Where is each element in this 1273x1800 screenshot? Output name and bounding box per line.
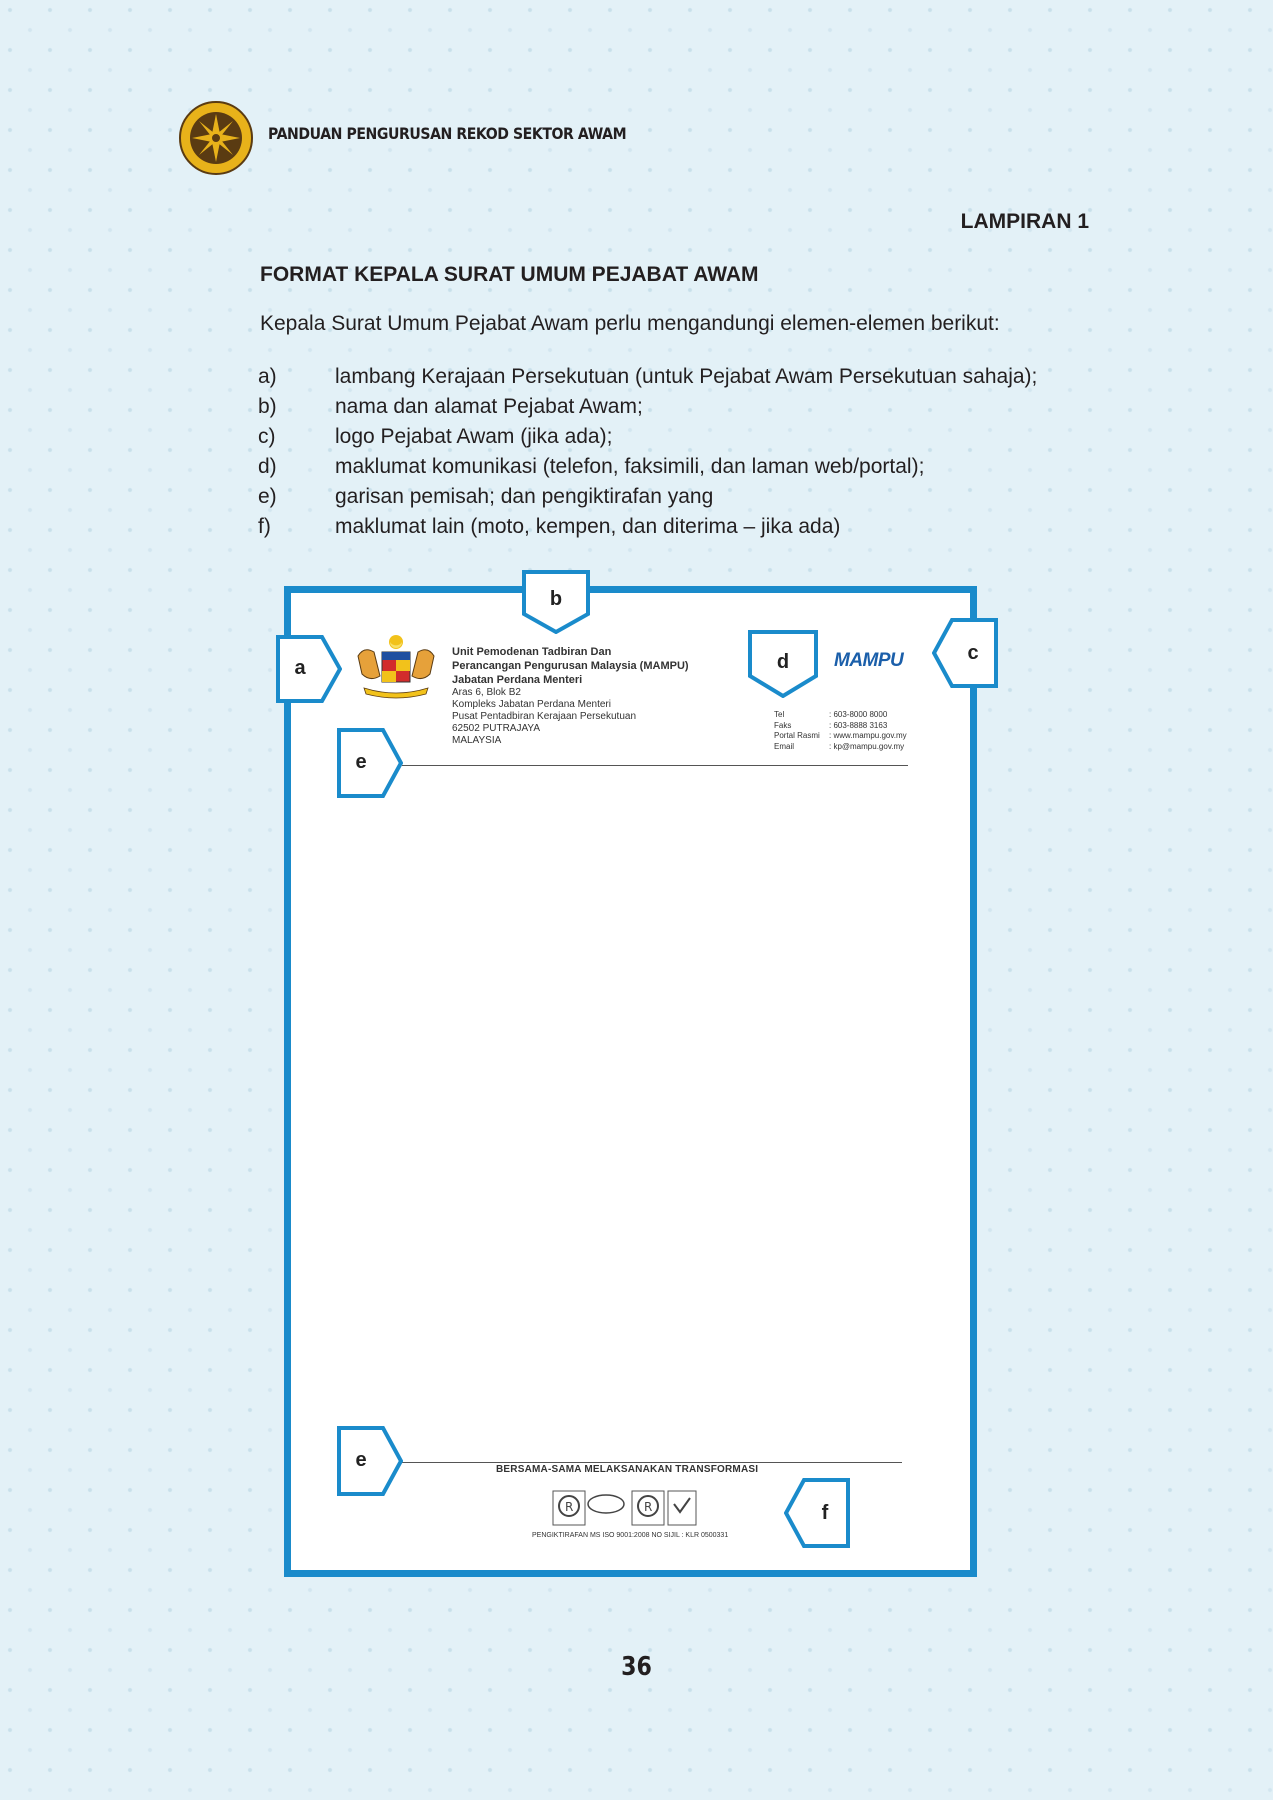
- element-list: [258, 362, 1037, 542]
- list-item: c) logo Pejabat Awam (jika ada);: [258, 425, 613, 448]
- page-number: 36: [621, 1652, 652, 1682]
- list-item: e) garisan pemisah; dan pengiktirafan yang: [258, 485, 714, 508]
- callout-e-bottom: e: [337, 1426, 403, 1496]
- mampu-logo: MAMPU: [834, 650, 904, 671]
- svg-text:R: R: [644, 1500, 653, 1514]
- intro-text: Kepala Surat Umum Pejabat Awam perlu mengandungi elemen-elemen berikut:: [260, 312, 1000, 335]
- list-item: f) maklumat lain (moto, kempen, dan diterima – jika ada): [258, 515, 841, 538]
- header-title: PANDUAN PENGURUSAN REKOD SEKTOR AWAM: [268, 124, 627, 143]
- contact-row: Email : kp@mampu.gov.my: [774, 741, 905, 751]
- callout-f: f: [784, 1478, 850, 1548]
- letterhead-org-block: [452, 645, 689, 747]
- callout-b: b: [522, 570, 590, 634]
- contact-info: [774, 710, 907, 752]
- list-item: d) maklumat komunikasi (telefon, faksimili, dan laman web/portal);: [258, 455, 925, 478]
- contact-row: Tel : 603-8000 8000: [774, 710, 888, 719]
- certification-text: PENGIKTIRAFAN MS ISO 9001:2008 NO SIJIL : KLR 0500331: [532, 1532, 729, 1539]
- svg-text:R: R: [565, 1500, 574, 1514]
- callout-c: c: [932, 618, 998, 688]
- separator-line-bottom: [402, 1462, 902, 1463]
- document-title: FORMAT KEPALA SURAT UMUM PEJABAT AWAM: [260, 263, 759, 286]
- appendix-label: LAMPIRAN 1: [960, 210, 1089, 233]
- slogan-text: BERSAMA-SAMA MELAKSANAKAN TRANSFORMASI: [496, 1464, 759, 1475]
- address-line: Pusat Pentadbiran Kerajaan Persekutuan: [452, 711, 637, 722]
- contact-row: Portal Rasmi : www.mampu.gov.my: [774, 731, 907, 740]
- address-line: MALAYSIA: [452, 735, 502, 746]
- callout-d: d: [748, 630, 818, 698]
- address-line: 62502 PUTRAJAYA: [452, 723, 541, 734]
- org-name-line: Perancangan Pengurusan Malaysia (MAMPU): [452, 660, 689, 672]
- contact-row: Faks : 603-8888 3163: [774, 720, 888, 730]
- org-name-line: Jabatan Perdana Menteri: [452, 674, 583, 686]
- address-line: Aras 6, Blok B2: [452, 687, 521, 698]
- agency-emblem: [178, 100, 254, 176]
- certification-logos: [552, 1490, 702, 1528]
- org-name-line: Unit Pemodenan Tadbiran Dan: [452, 646, 612, 658]
- list-item: b) nama dan alamat Pejabat Awam;: [258, 395, 643, 418]
- callout-e-top: e: [337, 728, 403, 798]
- callout-a: a: [276, 635, 342, 703]
- list-item: a) lambang Kerajaan Persekutuan (untuk Pejabat Awam Persekutuan sahaja);: [258, 365, 1038, 388]
- separator-line-top: [402, 765, 908, 766]
- address-line: Kompleks Jabatan Perdana Menteri: [452, 699, 611, 710]
- coat-of-arms-icon: [350, 634, 442, 702]
